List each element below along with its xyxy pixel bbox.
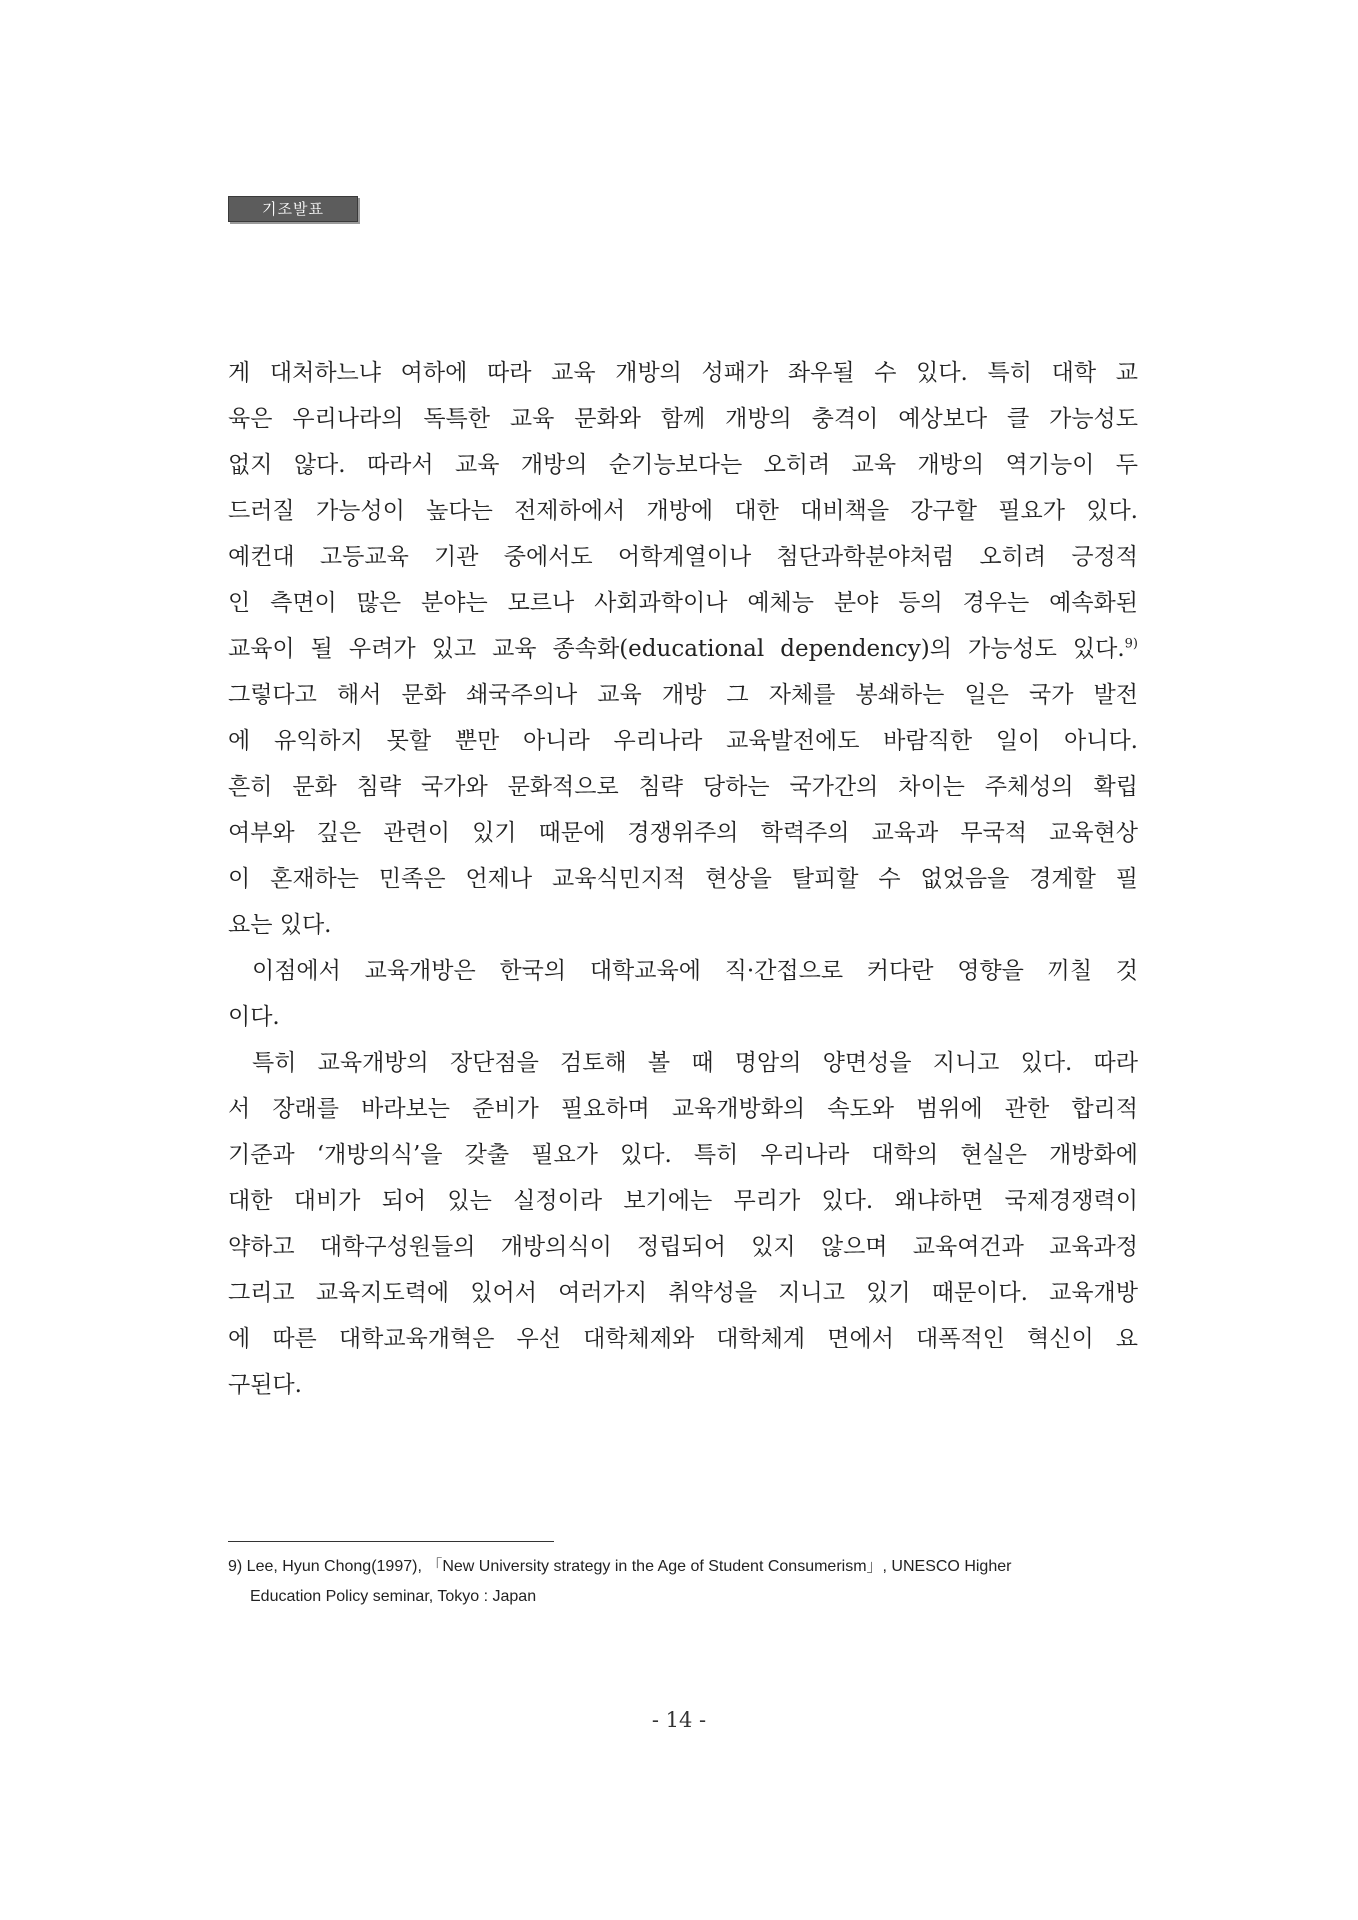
body-line: 에 유익하지 못할 뿐만 아니라 우리나라 교육발전에도 바람직한 일이 아니다.: [228, 728, 1138, 754]
body-line: 인 측면이 많은 분야는 모르나 사회과학이나 예체능 분야 등의 경우는 예속화된: [228, 590, 1138, 616]
body-line: 드러질 가능성이 높다는 전제하에서 개방에 대한 대비책을 강구할 필요가 있다.: [228, 498, 1138, 524]
body-line: 이다.: [228, 1004, 280, 1030]
body-line: 흔히 문화 침략 국가와 문화적으로 침략 당하는 국가간의 차이는 주체성의 확립: [228, 774, 1138, 800]
footnote-reference[interactable]: 9): [1124, 636, 1138, 652]
body-line: 육은 우리나라의 독특한 교육 문화와 함께 개방의 충격이 예상보다 클 가능성도: [228, 406, 1138, 432]
body-line: 이점에서 교육개방은 한국의 대학교육에 직·간접으로 커다란 영향을 끼칠 것: [252, 958, 1138, 984]
body-line: 그리고 교육지도력에 있어서 여러가지 취약성을 지니고 있기 때문이다. 교육개방: [228, 1280, 1138, 1306]
body-line: 요는 있다.: [228, 912, 332, 938]
body-text: [228, 350, 1138, 1408]
footnote-line: 9) Lee, Hyun Chong(1997), 「New University strategy in the Age of Student Consumerism」, UNESCO Higher: [228, 1558, 1012, 1575]
body-line: 기준과 ‘개방의식’을 갖출 필요가 있다. 특히 우리나라 대학의 현실은 개방화에: [228, 1142, 1138, 1168]
body-line: 그렇다고 해서 문화 쇄국주의나 교육 개방 그 자체를 봉쇄하는 일은 국가 발전: [228, 682, 1138, 708]
section-label-badge: 기조발표: [228, 196, 358, 222]
footnote: [228, 1552, 1138, 1612]
footnote-divider: [228, 1541, 554, 1542]
body-line: 대한 대비가 되어 있는 실정이라 보기에는 무리가 있다. 왜냐하면 국제경쟁력이: [228, 1188, 1138, 1214]
body-line: 약하고 대학구성원들의 개방의식이 정립되어 있지 않으며 교육여건과 교육과정: [228, 1234, 1138, 1260]
body-line: 에 따른 대학교육개혁은 우선 대학체제와 대학체계 면에서 대폭적인 혁신이 요: [228, 1326, 1138, 1352]
body-line: 없지 않다. 따라서 교육 개방의 순기능보다는 오히려 교육 개방의 역기능이 두: [228, 452, 1138, 478]
body-line-text: 교육이 될 우려가 있고 교육 종속화(educational dependency)의 가능성도 있다.: [228, 636, 1125, 662]
body-line: 이 혼재하는 민족은 언제나 교육식민지적 현상을 탈피할 수 없었음을 경계할 필: [228, 866, 1138, 892]
body-line: 특히 교육개방의 장단점을 검토해 볼 때 명암의 양면성을 지니고 있다. 따라: [252, 1050, 1138, 1076]
body-line: 게 대처하느냐 여하에 따라 교육 개방의 성패가 좌우될 수 있다. 특히 대학 교: [228, 360, 1138, 386]
body-line: 예컨대 고등교육 기관 중에서도 어학계열이나 첨단과학분야처럼 오히려 긍정적: [228, 544, 1138, 570]
body-line: 여부와 깊은 관련이 있기 때문에 경쟁위주의 학력주의 교육과 무국적 교육현상: [228, 820, 1138, 846]
body-line: 서 장래를 바라보는 준비가 필요하며 교육개방화의 속도와 범위에 관한 합리적: [228, 1096, 1138, 1122]
body-line: 구된다.: [228, 1372, 302, 1398]
footnote-line: Education Policy seminar, Tokyo : Japan: [250, 1588, 537, 1605]
page-number: - 14 -: [651, 1708, 707, 1732]
body-line-with-footnote: [228, 626, 1138, 672]
